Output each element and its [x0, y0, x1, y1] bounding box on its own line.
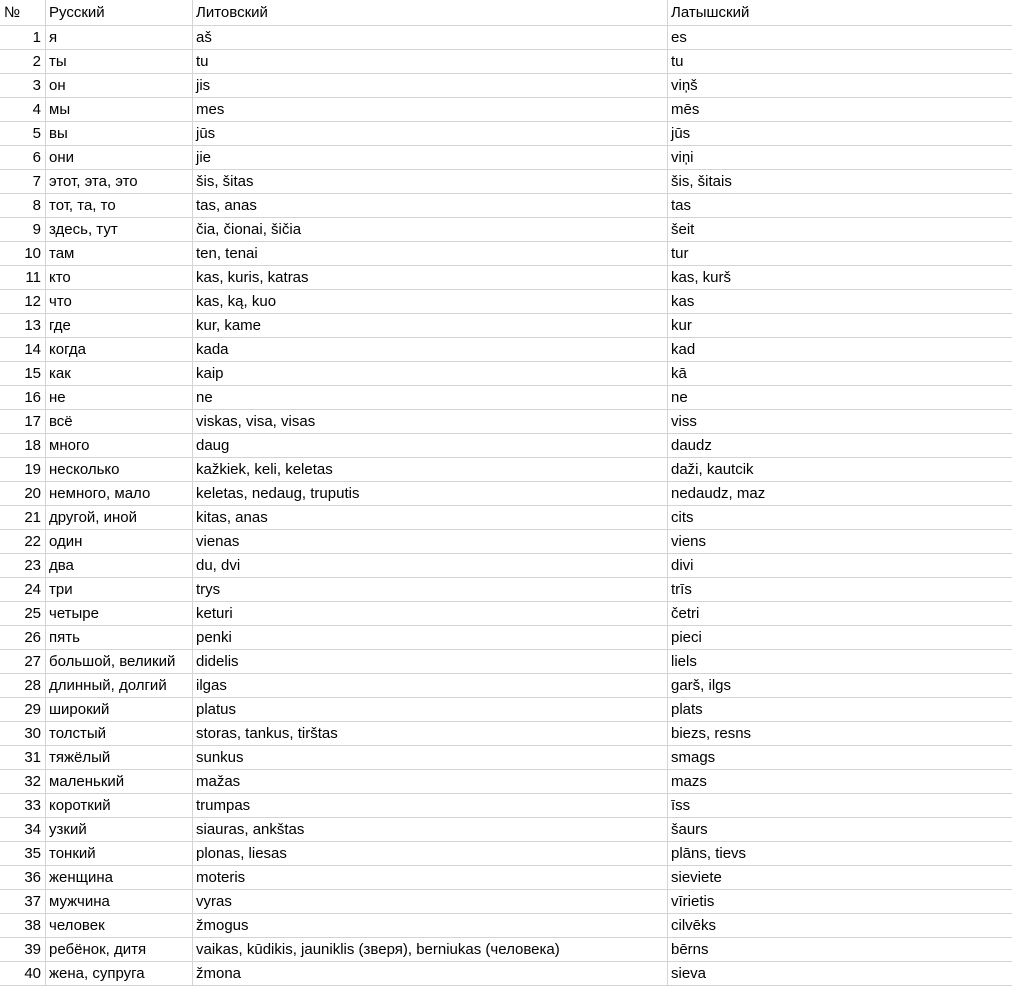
cell-number[interactable]: 10	[0, 242, 46, 265]
cell-number[interactable]: 23	[0, 554, 46, 577]
cell-number[interactable]: 25	[0, 602, 46, 625]
table-row	[0, 602, 1012, 626]
cell-lithuanian[interactable]: kur, kame	[193, 314, 668, 337]
cell-latvian[interactable]: kas	[671, 293, 695, 310]
cell-lithuanian[interactable]: ilgas	[193, 674, 668, 697]
cell-number[interactable]: 30	[0, 722, 46, 745]
cell-latvian[interactable]: kad	[671, 341, 696, 358]
cell-latvian[interactable]: daudz	[671, 437, 712, 454]
cell-number[interactable]: 19	[0, 458, 46, 481]
cell-russian[interactable]: другой, иной	[46, 506, 193, 529]
cell-lithuanian[interactable]: plonas, liesas	[193, 842, 668, 865]
cell-russian[interactable]: кто	[46, 266, 193, 289]
cell-lithuanian[interactable]: žmona	[193, 962, 668, 985]
cell-lithuanian[interactable]: storas, tankus, tirštas	[193, 722, 668, 745]
table-row	[0, 122, 1012, 146]
table-row	[0, 554, 1012, 578]
cell-russian[interactable]: они	[46, 146, 193, 169]
cell-latvian[interactable]: ne	[671, 389, 688, 406]
table-row	[0, 698, 1012, 722]
cell-lithuanian[interactable]: siauras, ankštas	[193, 818, 668, 841]
table-row	[0, 146, 1012, 170]
cell-latvian[interactable]: šaurs	[671, 821, 708, 838]
cell-latvian[interactable]: šeit	[671, 221, 695, 238]
table-row	[0, 194, 1012, 218]
cell-russian[interactable]: что	[46, 290, 193, 313]
cell-lithuanian[interactable]: ten, tenai	[193, 242, 668, 265]
cell-latvian[interactable]: tu	[671, 53, 684, 70]
table-row	[0, 530, 1012, 554]
cell-number[interactable]: 22	[0, 530, 46, 553]
cell-russian[interactable]: маленький	[46, 770, 193, 793]
cell-lithuanian[interactable]: daug	[193, 434, 668, 457]
cell-latvian[interactable]: kā	[671, 365, 687, 382]
cell-latvian[interactable]: es	[671, 29, 687, 46]
cell-russian[interactable]: мужчина	[46, 890, 193, 913]
table-row	[0, 770, 1012, 794]
cell-latvian[interactable]: vīrietis	[671, 893, 715, 910]
table-row	[0, 794, 1012, 818]
table-row	[0, 890, 1012, 914]
cell-latvian[interactable]: tas	[671, 197, 692, 214]
header-cell-russian[interactable]: Русский	[46, 0, 193, 25]
cell-lithuanian[interactable]: mažas	[193, 770, 668, 793]
cell-russian[interactable]: человек	[46, 914, 193, 937]
cell-russian[interactable]: несколько	[46, 458, 193, 481]
cell-latvian[interactable]: kas, kurš	[671, 269, 732, 286]
cell-number[interactable]: 28	[0, 674, 46, 697]
cell-number[interactable]: 33	[0, 794, 46, 817]
table-row	[0, 914, 1012, 938]
header-cell-number[interactable]: №	[0, 0, 46, 25]
cell-lithuanian[interactable]: trys	[193, 578, 668, 601]
cell-lithuanian[interactable]: moteris	[193, 866, 668, 889]
cell-lithuanian[interactable]: keletas, nedaug, truputis	[193, 482, 668, 505]
cell-latvian[interactable]: trīs	[671, 581, 692, 598]
cell-lithuanian[interactable]: kas, ką, kuo	[193, 290, 668, 313]
cell-russian[interactable]: вы	[46, 122, 193, 145]
cell-latvian[interactable]: mēs	[671, 101, 700, 118]
cell-latvian[interactable]: cits	[671, 509, 694, 526]
cell-number[interactable]: 4	[0, 98, 46, 121]
cell-number[interactable]: 26	[0, 626, 46, 649]
table-row	[0, 338, 1012, 362]
cell-russian[interactable]: большой, великий	[46, 650, 193, 673]
cell-lithuanian[interactable]: vaikas, kūdikis, jauniklis (зверя), berniukas (человека)	[193, 938, 668, 961]
cell-lithuanian[interactable]: vyras	[193, 890, 668, 913]
cell-number[interactable]: 6	[0, 146, 46, 169]
cell-russian[interactable]: я	[46, 26, 193, 49]
cell-russian[interactable]: пять	[46, 626, 193, 649]
cell-russian[interactable]: когда	[46, 338, 193, 361]
cell-russian[interactable]: узкий	[46, 818, 193, 841]
table-row	[0, 938, 1012, 962]
table-row	[0, 506, 1012, 530]
table-row	[0, 74, 1012, 98]
cell-number[interactable]: 16	[0, 386, 46, 409]
cell-number[interactable]: 31	[0, 746, 46, 769]
header-cell-latvian[interactable]: Латышский	[671, 4, 750, 21]
table-row	[0, 674, 1012, 698]
cell-russian[interactable]: ребёнок, дитя	[46, 938, 193, 961]
cell-lithuanian[interactable]: tu	[193, 50, 668, 73]
cell-lithuanian[interactable]: šis, šitas	[193, 170, 668, 193]
cell-russian[interactable]: он	[46, 74, 193, 97]
table-row	[0, 314, 1012, 338]
cell-russian[interactable]: тонкий	[46, 842, 193, 865]
cell-latvian[interactable]: nedaudz, maz	[671, 485, 766, 502]
cell-lithuanian[interactable]: didelis	[193, 650, 668, 673]
header-row	[0, 0, 1012, 26]
table-row	[0, 266, 1012, 290]
cell-russian[interactable]: один	[46, 530, 193, 553]
cell-number[interactable]: 12	[0, 290, 46, 313]
table-row	[0, 746, 1012, 770]
cell-latvian[interactable]: viņš	[671, 77, 698, 94]
cell-number[interactable]: 20	[0, 482, 46, 505]
cell-latvian[interactable]: smags	[671, 749, 716, 766]
cell-latvian[interactable]: daži, kautcik	[671, 461, 754, 478]
cell-number[interactable]: 2	[0, 50, 46, 73]
table-body	[0, 26, 1012, 986]
cell-lithuanian[interactable]: aš	[193, 26, 668, 49]
cell-latvian[interactable]: biezs, resns	[671, 725, 752, 742]
table-row	[0, 26, 1012, 50]
table-row	[0, 722, 1012, 746]
cell-russian[interactable]: где	[46, 314, 193, 337]
table-row	[0, 962, 1012, 986]
cell-number[interactable]: 1	[0, 26, 46, 49]
cell-russian[interactable]: мы	[46, 98, 193, 121]
table-row	[0, 626, 1012, 650]
cell-russian[interactable]: много	[46, 434, 193, 457]
cell-russian[interactable]: тот, та, то	[46, 194, 193, 217]
cell-lithuanian[interactable]: kas, kuris, katras	[193, 266, 668, 289]
cell-lithuanian[interactable]: platus	[193, 698, 668, 721]
cell-number[interactable]: 11	[0, 266, 46, 289]
cell-latvian[interactable]: kur	[671, 317, 692, 334]
cell-russian[interactable]: женщина	[46, 866, 193, 889]
cell-number[interactable]: 3	[0, 74, 46, 97]
cell-lithuanian[interactable]: kaip	[193, 362, 668, 385]
cell-number[interactable]: 8	[0, 194, 46, 217]
cell-latvian[interactable]: īss	[671, 797, 691, 814]
cell-russian[interactable]: не	[46, 386, 193, 409]
cell-number[interactable]: 29	[0, 698, 46, 721]
cell-number[interactable]: 32	[0, 770, 46, 793]
cell-number[interactable]: 14	[0, 338, 46, 361]
cell-number[interactable]: 21	[0, 506, 46, 529]
cell-number[interactable]: 27	[0, 650, 46, 673]
table-row	[0, 578, 1012, 602]
cell-lithuanian[interactable]: keturi	[193, 602, 668, 625]
cell-russian[interactable]: два	[46, 554, 193, 577]
cell-russian[interactable]: этот, эта, это	[46, 170, 193, 193]
table-row	[0, 458, 1012, 482]
cell-latvian[interactable]: bērns	[671, 941, 709, 958]
cell-latvian[interactable]: plats	[671, 701, 703, 718]
table-row	[0, 482, 1012, 506]
cell-number[interactable]: 35	[0, 842, 46, 865]
cell-latvian[interactable]: sieviete	[671, 869, 722, 886]
cell-latvian[interactable]: pieci	[671, 629, 702, 646]
cell-russian[interactable]: широкий	[46, 698, 193, 721]
cell-number[interactable]: 34	[0, 818, 46, 841]
cell-lithuanian[interactable]: žmogus	[193, 914, 668, 937]
cell-latvian[interactable]: plāns, tievs	[671, 845, 747, 862]
table-row	[0, 218, 1012, 242]
cell-latvian[interactable]: četri	[671, 605, 700, 622]
cell-number[interactable]: 15	[0, 362, 46, 385]
cell-russian[interactable]: немного, мало	[46, 482, 193, 505]
cell-latvian[interactable]: divi	[671, 557, 694, 574]
cell-latvian[interactable]: viss	[671, 413, 697, 430]
cell-lithuanian[interactable]: čia, čionai, šičia	[193, 218, 668, 241]
cell-number[interactable]: 13	[0, 314, 46, 337]
table-row	[0, 818, 1012, 842]
cell-number[interactable]: 39	[0, 938, 46, 961]
cell-latvian[interactable]: sieva	[671, 965, 707, 982]
cell-latvian[interactable]: jūs	[671, 125, 691, 142]
table-row	[0, 650, 1012, 674]
cell-number[interactable]: 36	[0, 866, 46, 889]
cell-latvian[interactable]: mazs	[671, 773, 707, 790]
table-row	[0, 170, 1012, 194]
cell-russian[interactable]: тяжёлый	[46, 746, 193, 769]
header-cell-lithuanian[interactable]: Литовский	[193, 0, 668, 25]
cell-latvian[interactable]: viens	[671, 533, 707, 550]
table-row	[0, 362, 1012, 386]
cell-latvian[interactable]: liels	[671, 653, 697, 670]
table-row	[0, 290, 1012, 314]
cell-number[interactable]: 9	[0, 218, 46, 241]
cell-russian[interactable]: там	[46, 242, 193, 265]
cell-number[interactable]: 38	[0, 914, 46, 937]
cell-latvian[interactable]: viņi	[671, 149, 694, 166]
cell-lithuanian[interactable]: jie	[193, 146, 668, 169]
cell-russian[interactable]: как	[46, 362, 193, 385]
cell-lithuanian[interactable]: jis	[193, 74, 668, 97]
table-row	[0, 50, 1012, 74]
cell-russian[interactable]: длинный, долгий	[46, 674, 193, 697]
table-row	[0, 410, 1012, 434]
cell-russian[interactable]: жена, супруга	[46, 962, 193, 985]
cell-number[interactable]: 17	[0, 410, 46, 433]
cell-russian[interactable]: здесь, тут	[46, 218, 193, 241]
table-row	[0, 434, 1012, 458]
table-row	[0, 386, 1012, 410]
cell-latvian[interactable]: šis, šitais	[671, 173, 732, 190]
cell-number[interactable]: 5	[0, 122, 46, 145]
cell-lithuanian[interactable]: penki	[193, 626, 668, 649]
cell-lithuanian[interactable]: ne	[193, 386, 668, 409]
cell-lithuanian[interactable]: kažkiek, keli, keletas	[193, 458, 668, 481]
cell-lithuanian[interactable]: tas, anas	[193, 194, 668, 217]
cell-number[interactable]: 37	[0, 890, 46, 913]
cell-lithuanian[interactable]: kitas, anas	[193, 506, 668, 529]
cell-russian[interactable]: толстый	[46, 722, 193, 745]
table-row	[0, 866, 1012, 890]
cell-latvian[interactable]: cilvēks	[671, 917, 717, 934]
cell-number[interactable]: 24	[0, 578, 46, 601]
cell-latvian[interactable]: garš, ilgs	[671, 677, 732, 694]
cell-lithuanian[interactable]: mes	[193, 98, 668, 121]
cell-lithuanian[interactable]: kada	[193, 338, 668, 361]
cell-lithuanian[interactable]: trumpas	[193, 794, 668, 817]
table-row	[0, 242, 1012, 266]
table-row	[0, 98, 1012, 122]
cell-number[interactable]: 40	[0, 962, 46, 985]
cell-russian[interactable]: короткий	[46, 794, 193, 817]
cell-russian[interactable]: три	[46, 578, 193, 601]
cell-russian[interactable]: ты	[46, 50, 193, 73]
cell-lithuanian[interactable]: viskas, visa, visas	[193, 410, 668, 433]
table-row	[0, 842, 1012, 866]
cell-lithuanian[interactable]: du, dvi	[193, 554, 668, 577]
cell-lithuanian[interactable]: sunkus	[193, 746, 668, 769]
cell-number[interactable]: 18	[0, 434, 46, 457]
cell-russian[interactable]: четыре	[46, 602, 193, 625]
cell-lithuanian[interactable]: jūs	[193, 122, 668, 145]
cell-russian[interactable]: всё	[46, 410, 193, 433]
cell-latvian[interactable]: tur	[671, 245, 689, 262]
cell-number[interactable]: 7	[0, 170, 46, 193]
cell-lithuanian[interactable]: vienas	[193, 530, 668, 553]
